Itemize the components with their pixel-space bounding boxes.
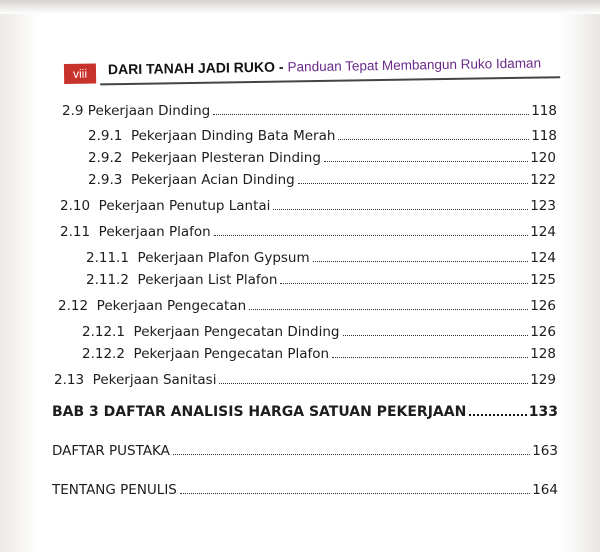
toc-page: 164 [532,482,558,498]
toc-leader-dots [332,357,528,358]
toc-leader-dots [343,335,529,336]
toc-entry-bab-3 [52,404,558,420]
toc-number: 2.9 [62,103,84,119]
toc-entry-tentang-penulis [52,482,558,498]
toc-page: 120 [530,150,556,166]
toc-number: 2.9.3 [88,172,123,188]
toc-page: 125 [530,272,556,288]
book-title: DARI TANAH JADI RUKO [107,58,276,78]
toc-entry-2-11-1 [86,250,556,266]
toc-number: 2.10 [60,198,91,214]
toc-leader-dots [219,383,528,384]
toc-label: Pekerjaan Sanitasi [92,372,217,388]
toc-page: 163 [532,443,558,459]
toc-entry-2-11 [60,224,556,240]
page-number-badge: viii [64,63,96,84]
toc-label: Pekerjaan Pengecatan [96,298,247,314]
toc-label: DAFTAR ANALISIS HARGA SATUAN PEKERJAAN [103,404,467,420]
toc-leader-dots [180,493,530,494]
toc-label: Pekerjaan Dinding [87,103,211,119]
toc-page: 124 [530,224,556,240]
toc-label: TENTANG PENULIS [52,482,177,498]
toc-label: Pekerjaan Pengecatan Plafon [133,346,330,362]
toc-label: DAFTAR PUSTAKA [52,443,170,459]
toc-page: 128 [530,346,556,362]
toc-number: 2.12 [58,298,89,314]
toc-page: 123 [530,198,556,214]
toc-entry-2-11-2 [86,272,556,288]
toc-number: BAB 3 [52,404,99,420]
toc-number: 2.9.2 [88,150,123,166]
toc-entry-daftar-pustaka [52,443,558,459]
toc-leader-dots [469,414,526,416]
toc-leader-dots [324,161,528,162]
toc-label: Pekerjaan Penutup Lantai [98,198,271,214]
toc-page: 129 [530,372,556,388]
toc-number: 2.12.1 [82,324,125,340]
toc-leader-dots [214,235,529,236]
header-separator: - [278,58,284,75]
toc-page: 118 [531,128,557,144]
toc-leader-dots [213,114,529,115]
toc-page: 118 [531,103,557,119]
toc-label: Pekerjaan Plesteran Dinding [130,150,321,166]
toc-number: 2.11.2 [86,272,129,288]
toc-page: 126 [530,324,556,340]
toc-number: 2.11 [60,224,91,240]
book-subtitle: Panduan Tepat Membangun Ruko Idaman [287,55,542,75]
toc-page: 122 [530,172,556,188]
toc-label: Pekerjaan Pengecatan Dinding [133,324,340,340]
toc-entry-2-9-1 [88,128,557,144]
toc-leader-dots [338,139,529,140]
toc-page: 133 [528,404,558,420]
toc-entry-2-13 [54,372,556,388]
toc-label: Pekerjaan Plafon [98,224,211,240]
toc-entry-2-9 [62,103,557,119]
toc-leader-dots [173,454,530,455]
toc-entry-2-9-3 [88,172,556,188]
toc-entry-2-12-2 [82,346,556,362]
toc-number: 2.11.1 [86,250,129,266]
toc-page: 124 [530,250,556,266]
toc-entry-2-12-1 [82,324,556,340]
toc-leader-dots [313,261,529,262]
toc-entry-2-9-2 [88,150,556,166]
toc-leader-dots [249,309,528,310]
toc-label: Pekerjaan Dinding Bata Merah [130,128,336,144]
toc-leader-dots [280,283,528,284]
toc-entry-2-10 [60,198,556,214]
toc-number: 2.13 [54,372,85,388]
toc-label: Pekerjaan Plafon Gypsum [137,250,310,266]
toc-entry-2-12 [58,298,556,314]
toc-leader-dots [298,183,529,184]
toc-leader-dots [273,209,528,210]
toc-number: 2.12.2 [82,346,125,362]
toc-label: Pekerjaan Acian Dinding [130,172,295,188]
toc-number: 2.9.1 [88,128,123,144]
toc-page: 126 [530,298,556,314]
toc-label: Pekerjaan List Plafon [137,272,278,288]
